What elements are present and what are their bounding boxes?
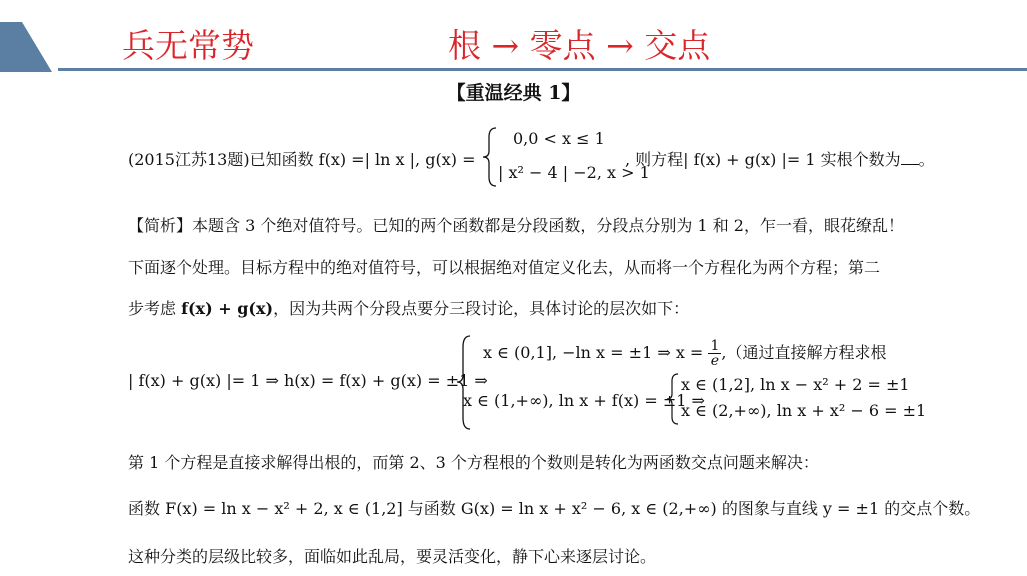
analysis-line-3 xyxy=(128,296,689,319)
analysis-line-3-expr: f(x) + g(x) xyxy=(181,299,274,318)
conclusion-line-3: 这种分类的层级比较多，面临如此乱局，要灵活变化，静下心来逐层讨论。 xyxy=(128,547,657,566)
analysis-line-3-b: ，因为共两个分段点要分三段讨论，具体讨论的层次如下： xyxy=(273,299,690,318)
problem-tail-text: , 则方程| f(x) + g(x) |= 1 实根个数为 xyxy=(625,150,901,169)
fraction-denominator: e xyxy=(710,353,720,369)
equation-row-1-text: x ∈ (0,1], −ln x = ±1 ⇒ x = xyxy=(483,343,704,362)
fraction-numerator: 1 xyxy=(710,338,720,354)
problem-tail xyxy=(625,147,935,170)
fraction-one-over-e xyxy=(708,339,721,368)
answer-blank xyxy=(901,150,919,165)
equation-brace-outer xyxy=(456,335,472,430)
equation-block xyxy=(128,335,1008,430)
section-title: 【重温经典 1】 xyxy=(446,82,581,104)
equation-row-2b: x ∈ (2,+∞), ln x + x² − 6 = ±1 xyxy=(681,401,927,420)
header-rule xyxy=(58,68,1027,71)
equation-left: | f(x) + g(x) |= 1 ⇒ h(x) = f(x) + g(x) = ±1 ⇒ xyxy=(128,371,488,390)
problem-tail-end: 。 xyxy=(918,150,935,169)
analysis-line-3-a: 步考虑 xyxy=(128,299,182,318)
conclusion-line-1: 第 1 个方程是直接求解得出根的，而第 2、3 个方程根的个数则是转化为两函数交点问题来解决： xyxy=(128,453,819,472)
header-left-title: 兵无常势 xyxy=(122,26,254,65)
piecewise-case-2: | x² − 4 | −2, x > 1 xyxy=(498,163,650,182)
equation-row-1 xyxy=(483,339,886,368)
equation-row-1-note: ,（通过直接解方程求根 xyxy=(721,343,887,362)
equation-row-2a: x ∈ (1,2], ln x − x² + 2 = ±1 xyxy=(681,375,910,394)
problem-lead: (2015江苏13题)已知函数 f(x) =| ln x |, g(x) = xyxy=(128,150,476,169)
corner-decoration-shape xyxy=(0,22,52,72)
equation-brace-inner xyxy=(666,373,680,425)
equation-row-2: x ∈ (1,+∞), ln x + f(x) = ±1 ⇒ xyxy=(463,391,705,410)
problem-statement xyxy=(128,127,1008,187)
piecewise-case-1: 0,0 < x ≤ 1 xyxy=(513,129,605,148)
piecewise-brace xyxy=(482,127,498,187)
analysis-line-1: 【简析】本题含 3 个绝对值符号。已知的两个函数都是分段函数，分段点分别为 1 和 2，乍一看，眼花缭乱！ xyxy=(128,216,904,235)
header-right-title: 根 → 零点 → 交点 xyxy=(448,26,711,65)
conclusion-line-2: 函数 F(x) = ln x − x² + 2, x ∈ (1,2] 与函数 G(x) = ln x + x² − 6, x ∈ (2,+∞) 的图象与直线 y = ±1 的交点个数。 xyxy=(128,499,981,518)
analysis-line-2: 下面逐个处理。目标方程中的绝对值符号，可以根据绝对值定义化去，从而将一个方程化为两个方程；第二 xyxy=(128,258,881,277)
